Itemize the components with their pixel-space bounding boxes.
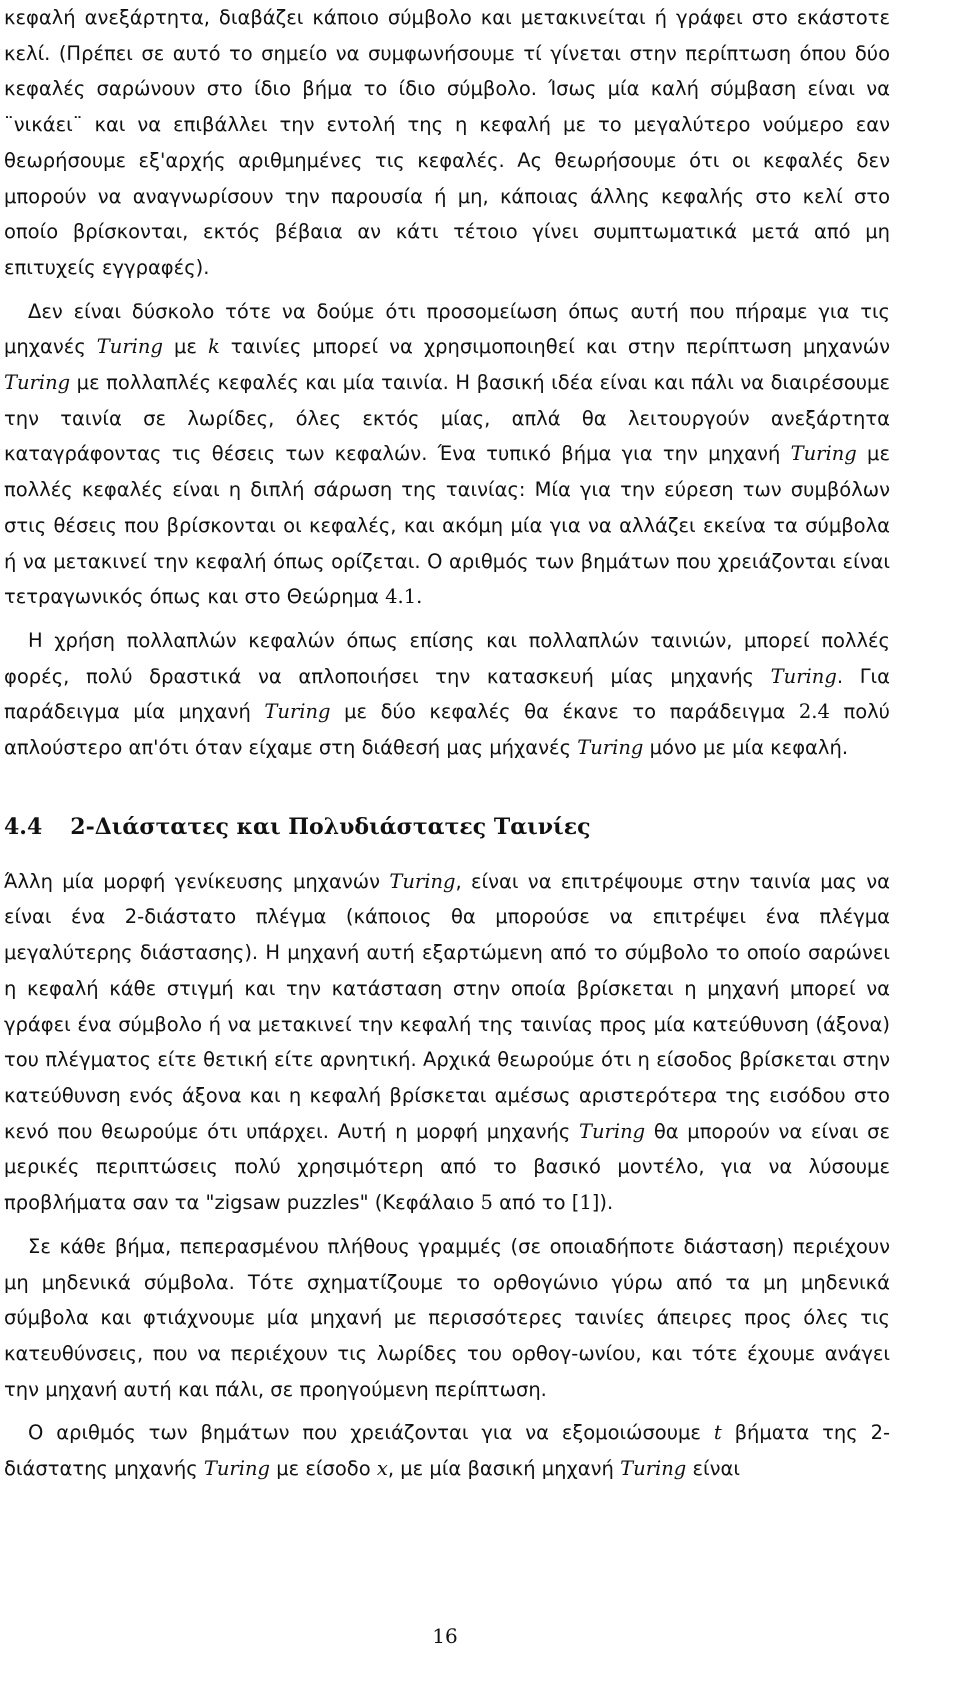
math-term: Turing (770, 664, 837, 688)
text-line: ωνίου, και τότε έχουμε ανάγει την μηχανή αυτή και πάλι, σε προηγούμενη (4, 1341, 890, 1401)
text-run: ταινίες μπορεί να χρησιμοποιηθεί και στην περίπτωση (219, 335, 792, 359)
paragraph-multihead-simulation (4, 294, 890, 615)
text-line: θεωρούμε ότι η είσοδος βρίσκεται στην κατεύθυνση ενός άξονα και η κεφαλή (4, 1048, 890, 1107)
text-line: πάλι να διαιρέσουμε την ταινία σε λωρίδες, όλες εκτός μίας, απλά θα λειτουργούν (4, 371, 890, 430)
text-run: μόνο με μία κεφαλή. (643, 736, 849, 760)
text-run: θα μπορούν να είναι σε μερικές περιπτώσεις (4, 1119, 891, 1179)
theorem-reference: 4.1. (385, 585, 423, 609)
text-run: βήματα της (721, 1421, 858, 1445)
section-heading (4, 812, 890, 842)
text-line: κεφαλή ανεξάρτητα, διαβάζει κάποιο σύμβολο και μετακινείται ή γράφει στο (4, 6, 788, 29)
text-line: αριθμός των βημάτων που χρειάζονται είναι τετραγωνικός όπως και στο Θεώρημα (4, 549, 891, 609)
chapter-reference: 5 (480, 1191, 493, 1215)
text-line: περίπτωση όπου δύο κεφαλές σαρώνουν στο ίδιο βήμα το ίδιο σύμβολο. Ίσως (4, 41, 891, 101)
text-line: η μηχανή μπορεί να γράφει ένα σύμβολο ή να μετακινεί την κεφαλή της ταινίας (4, 976, 890, 1036)
math-term: Turing (578, 1119, 646, 1143)
math-term: Turing (790, 442, 857, 466)
text-line: με το μεγαλύτερο νούμερο εαν θεωρήσουμε εξ'αρχής αριθμημένες τις κεφαλές. (4, 113, 891, 172)
math-term: Turing (389, 869, 456, 893)
paragraph-heads-convention (4, 0, 890, 286)
section-title: 2-Διάστατες και Πολυδιάστατες Ταινίες (70, 813, 591, 840)
text-run: με (162, 335, 208, 359)
math-term: Turing (620, 1457, 687, 1481)
text-run: ]). (591, 1191, 614, 1215)
math-term: k (207, 335, 220, 359)
text-line: για να αλλάζει εκείνα τα σύμβολα ή να μετακινεί την κεφαλή όπως ορίζεται. Ο (4, 513, 890, 573)
text-run: μηχανή (708, 442, 791, 466)
page-content (4, 0, 890, 1487)
text-line: τέτοιο γίνει συμπτωματικά μετά από μη επιτυχείς εγγραφές). (4, 220, 890, 279)
text-run: , είναι να επιτρέψουμε στην ταινία (455, 869, 811, 893)
text-run: τις μηχανές (4, 299, 891, 359)
text-line: την εύρεση των συμβόλων στις θέσεις που βρίσκονται οι κεφαλές, και ακόμη μία (4, 478, 890, 537)
section-number: 4.4 (4, 813, 43, 840)
text-line: προς μία κατεύθυνση (άξονα) του πλέγματος είτε θετική είτε αρνητική. Αρχικά (4, 1012, 890, 1072)
text-line: Δεν είναι δύσκολο τότε να δούμε ότι προσομείωση όπως αυτή που πήραμε για (28, 299, 850, 323)
text-run: είναι (686, 1457, 740, 1481)
text-run: μηχανών (803, 335, 891, 359)
text-line: τα μη μηδενικά σύμβολα και φτιάχνουμε μία μηχανή με περισσότερες ταινίες (4, 1270, 890, 1330)
citation-link[interactable]: 1 (579, 1191, 592, 1215)
math-term: Turing (203, 1457, 271, 1481)
example-reference: 2.4 (798, 700, 830, 724)
text-line: πολλές φορές, πολύ δραστικά να απλοποιήσει την κατασκευή μίας μηχανής (4, 628, 890, 688)
text-line: πλέγμα μεγαλύτερης διάστασης). Η μηχανή αυτή εξαρτώμενη από το σύμβολο (4, 905, 891, 965)
paragraph-step-count (4, 1415, 890, 1486)
page-number: 16 (432, 1624, 458, 1648)
paragraph-2d-tape (4, 864, 890, 1221)
text-line: μας να είναι ένα 2-διάστατο πλέγμα (κάποιος θα μπορούσε να επιτρέψει ένα (4, 869, 890, 929)
text-line: άπειρες προς όλες τις κατευθύνσεις, που να περιέχουν τις λωρίδες του ορθογ- (4, 1306, 891, 1365)
math-term: Turing (96, 335, 163, 359)
math-term: x (376, 1457, 388, 1481)
text-line: μία καλή σύμβαση είναι να ¨νικάει¨ και να επιβάλλει την εντολή της η κεφαλή (4, 77, 890, 137)
paragraph-rectangle-reduction (4, 1229, 890, 1408)
math-term: Turing (4, 371, 71, 395)
text-run: Άλλη μία μορφή γενίκευσης μηχανών (4, 869, 390, 893)
text-run: 2-διάστατης μηχανής (4, 1421, 891, 1481)
text-line: ανεξάρτητα καταγράφοντας τις θέσεις των κεφαλών. Ένα τυπικό βήμα για την (4, 406, 891, 466)
text-line: περίπτωση. (434, 1377, 547, 1401)
text-run: με πολλές κεφαλές είναι η διπλή σάρωση της ταινίας: Μία για (4, 442, 890, 502)
text-run: με είσοδο (270, 1457, 377, 1481)
text-line: Ας θεωρήσουμε ότι οι κεφαλές δεν μπορούν να αναγνωρίσουν την παρουσία ή (4, 148, 890, 208)
text-line: εκάστοτε κελί. (Πρέπει σε αυτό το σημείο να συμφωνήσουμε τί γίνεται στην (4, 6, 890, 65)
math-term: Turing (577, 736, 644, 760)
text-line: Σε κάθε βήμα, πεπερασμένου πλήθους γραμμές (σε οποιαδήποτε διάσταση) (28, 1234, 785, 1258)
text-run: από το [ (492, 1191, 580, 1215)
math-term: t (713, 1421, 722, 1445)
text-line: περιέχουν μη μηδενικά σύμβολα. Τότε σχηματίζουμε το ορθογώνιο γύρω από (4, 1234, 890, 1294)
text-line: βρίσκεται αμέσως αριστερότερα της εισόδου στο κενό που θεωρούμε ότι υπάρχει. (4, 1083, 890, 1143)
text-run: με δύο κεφαλές θα έκανε το (330, 700, 657, 724)
paragraph-multihead-usefulness (4, 623, 890, 766)
text-line: πολύ χρησιμότερη από το βασικό μοντέλο, για να λύσουμε προβλήματα σαν τα (4, 1155, 890, 1215)
text-run: με πολλαπλές κεφαλές και μία ταινία. Η βασική ιδέα είναι και (70, 371, 685, 395)
text-run: πολύ απλούστερο απ'ότι όταν είχαμε στη διάθεσή μας μήχανές (4, 700, 890, 760)
text-run: , με μία βασική μηχανή (387, 1457, 621, 1481)
text-line: μη, κάποιας άλλης κεφαλής στο κελί στο οποίο βρίσκονται, εκτός βέβαια αν κάτι (4, 184, 890, 244)
text-line: το οποίο σαρώνει η κεφαλή κάθε στιγμή και την κατάσταση στην οποία βρίσκεται (4, 941, 891, 1000)
text-run: . Για παράδειγμα μία μηχανή (4, 664, 891, 724)
text-run: "zigsaw puzzles" (Κεφάλαιο (205, 1191, 481, 1215)
text-run: Ο αριθμός των βημάτων που χρειάζονται για να εξομοιώσουμε (28, 1421, 714, 1445)
text-line: Η χρήση πολλαπλών κεφαλών όπως επίσης και πολλαπλών ταινιών, μπορεί (28, 628, 810, 652)
math-term: Turing (264, 700, 331, 724)
text-run: παράδειγμα (669, 700, 799, 724)
text-run: Αυτή η μορφή μηχανής (337, 1119, 579, 1143)
